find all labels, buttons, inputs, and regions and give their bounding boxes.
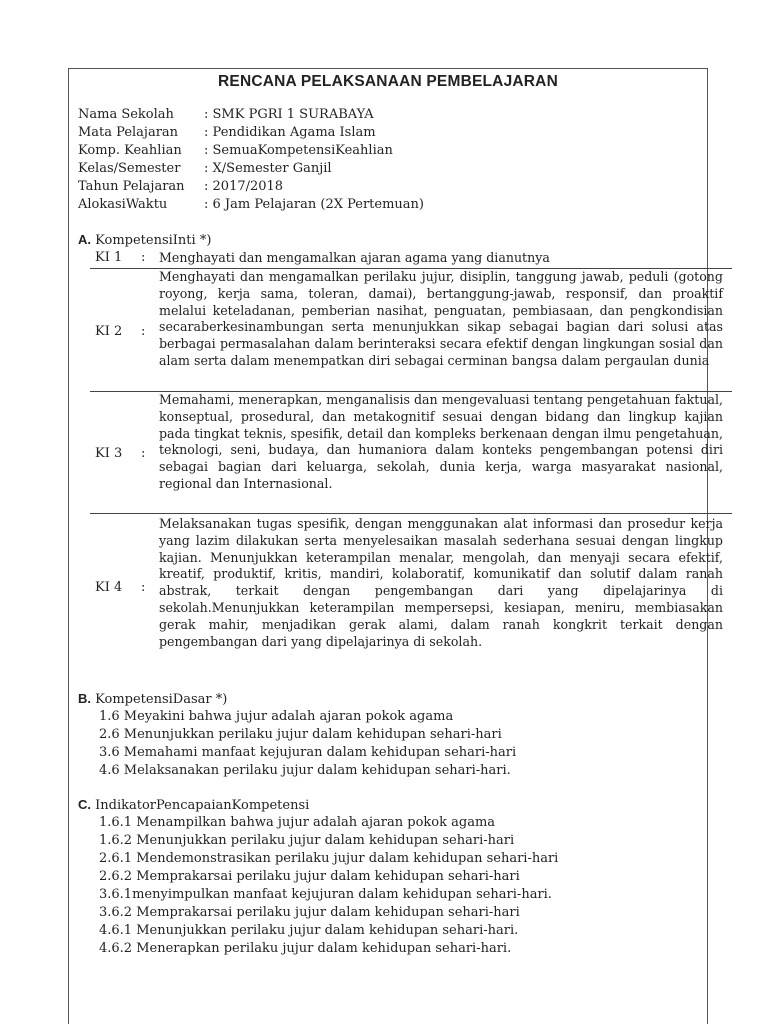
identity-sep: : — [204, 197, 209, 212]
list-item: 2.6 Menunjukkan perilaku jujur dalam kehidupan sehari-hari — [99, 727, 502, 742]
identity-value: 2017/2018 — [212, 179, 284, 194]
list-item: 3.6.1menyimpulkan manfaat kejujuran dalam kehidupan sehari-hari. — [99, 887, 552, 902]
section-a-heading — [78, 232, 211, 248]
identity-sep: : — [204, 125, 209, 140]
list-item: 4.6.1 Menunjukkan perilaku jujur dalam kehidupan sehari-hari. — [99, 923, 519, 938]
ki-divider — [90, 513, 732, 514]
ki3-colon: : — [141, 446, 146, 461]
list-item: 1.6.1 Menampilkan bahwa jujur adalah ajaran pokok agama — [99, 815, 496, 830]
list-item: 1.6 Meyakini bahwa jujur adalah ajaran pokok agama — [99, 709, 454, 724]
ki1-label: KI 1 — [95, 250, 123, 265]
section-b-title: KompetensiDasar *) — [95, 692, 228, 707]
ki3-text: Memahami, menerapkan, menganalisis dan mengevaluasi tentang pengetahuan faktual, konseptual, prosedural, dan metakognitif sesuai dengan bidang dan lingkup kajian pada tingkat teknis, spesifik, detail dan kompleks berkenaan dengan ilmu pengetahuan, teknologi, seni, budaya, dan humaniora dalam konteks pengembangan potensi diri sebagai bagian dari keluarga, sekolah, dunia kerja, warga masyarakat nasional, regional dan Internasional. — [159, 392, 723, 491]
ki1-colon: : — [141, 250, 146, 265]
ki4-colon: : — [141, 580, 146, 595]
identity-label: AlokasiWaktu — [78, 197, 168, 212]
identity-label: Komp. Keahlian — [78, 143, 182, 158]
identity-value: SemuaKompetensiKeahlian — [212, 143, 393, 158]
list-item: 3.6.2 Memprakarsai perilaku jujur dalam kehidupan sehari-hari — [99, 905, 520, 920]
ki2-colon: : — [141, 324, 146, 339]
identity-sep: : — [204, 179, 209, 194]
identity-row-subject — [78, 125, 376, 140]
section-c-letter: C. — [78, 797, 91, 812]
identity-row-time — [78, 197, 424, 212]
list-item: 2.6.1 Mendemonstrasikan perilaku jujur dalam kehidupan sehari-hari — [99, 851, 559, 866]
identity-row-school — [78, 107, 374, 122]
ki1-text: Menghayati dan mengamalkan ajaran agama yang dianutnya — [159, 250, 550, 265]
document-page — [68, 68, 723, 1024]
identity-sep: : — [204, 107, 209, 122]
section-a-title: KompetensiInti *) — [95, 233, 212, 248]
list-item: 4.6 Melaksanakan perilaku jujur dalam kehidupan sehari-hari. — [99, 763, 511, 778]
ki4-text: Melaksanakan tugas spesifik, dengan menggunakan alat informasi dan prosedur kerja yang lazim dilakukan serta menyelesaikan masalah sederhana sesuai dengan lingkup kajian. Menunjukkan keterampilan menalar, mengolah, dan menyaji secara efektif, kreatif, produktif, kritis, mandiri, kolaboratif, komunikatif dan solutif dalam ranah abstrak, terkait dengan pengembangan dari yang dipelajarinya di sekolah.Menunjukkan keterampilan mempersepsi, kesiapan, meniru, membiasakan gerak mahir, menjadikan gerak alami, dalam ranah kongkrit terkait dengan pengembangan dari yang dipelajarinya di sekolah. — [159, 516, 723, 649]
section-b-heading — [78, 691, 227, 707]
ki2-text: Menghayati dan mengamalkan perilaku jujur, disiplin, tanggung jawab, peduli (gotong royong, kerja sama, toleran, damai), bertanggung-jawab, responsif, dan proaktif melalui keteladanan, pemberian nasihat, penguatan, pembiasaan, dan pengkondisian secaraberkesinambungan serta menunjukkan sikap sebagai bagian dari solusi atas berbagai permasalahan dalam berinteraksi secara efektif dengan lingkungan sosial dan alam serta dalam menempatkan diri sebagai cerminan bangsa dalam pergaulan dunia — [159, 269, 723, 368]
list-item: 1.6.2 Menunjukkan perilaku jujur dalam kehidupan sehari-hari — [99, 833, 515, 848]
ki4-label: KI 4 — [95, 580, 123, 595]
ki3-label: KI 3 — [95, 446, 123, 461]
identity-value: SMK PGRI 1 SURABAYA — [212, 107, 374, 122]
identity-label: Tahun Pelajaran — [78, 179, 185, 194]
identity-row-year — [78, 179, 283, 194]
identity-label: Mata Pelajaran — [78, 125, 179, 140]
identity-sep: : — [204, 161, 209, 176]
identity-value: Pendidikan Agama Islam — [212, 125, 376, 140]
list-item: 2.6.2 Memprakarsai perilaku jujur dalam kehidupan sehari-hari — [99, 869, 520, 884]
identity-row-expertise — [78, 143, 393, 158]
identity-label: Nama Sekolah — [78, 107, 174, 122]
identity-row-class — [78, 161, 332, 176]
section-c-heading — [78, 797, 309, 813]
identity-sep: : — [204, 143, 209, 158]
section-c-title: IndikatorPencapaianKompetensi — [95, 798, 310, 813]
section-b-letter: B. — [78, 691, 91, 706]
section-a-letter: A. — [78, 232, 91, 247]
list-item: 4.6.2 Menerapkan perilaku jujur dalam kehidupan sehari-hari. — [99, 941, 512, 956]
identity-value: X/Semester Ganjil — [212, 161, 332, 176]
page-title: RENCANA PELAKSANAAN PEMBELAJARAN — [218, 73, 558, 90]
identity-label: Kelas/Semester — [78, 161, 181, 176]
identity-value: 6 Jam Pelajaran (2X Pertemuan) — [212, 197, 424, 212]
list-item: 3.6 Memahami manfaat kejujuran dalam kehidupan sehari-hari — [99, 745, 517, 760]
ki2-label: KI 2 — [95, 324, 123, 339]
